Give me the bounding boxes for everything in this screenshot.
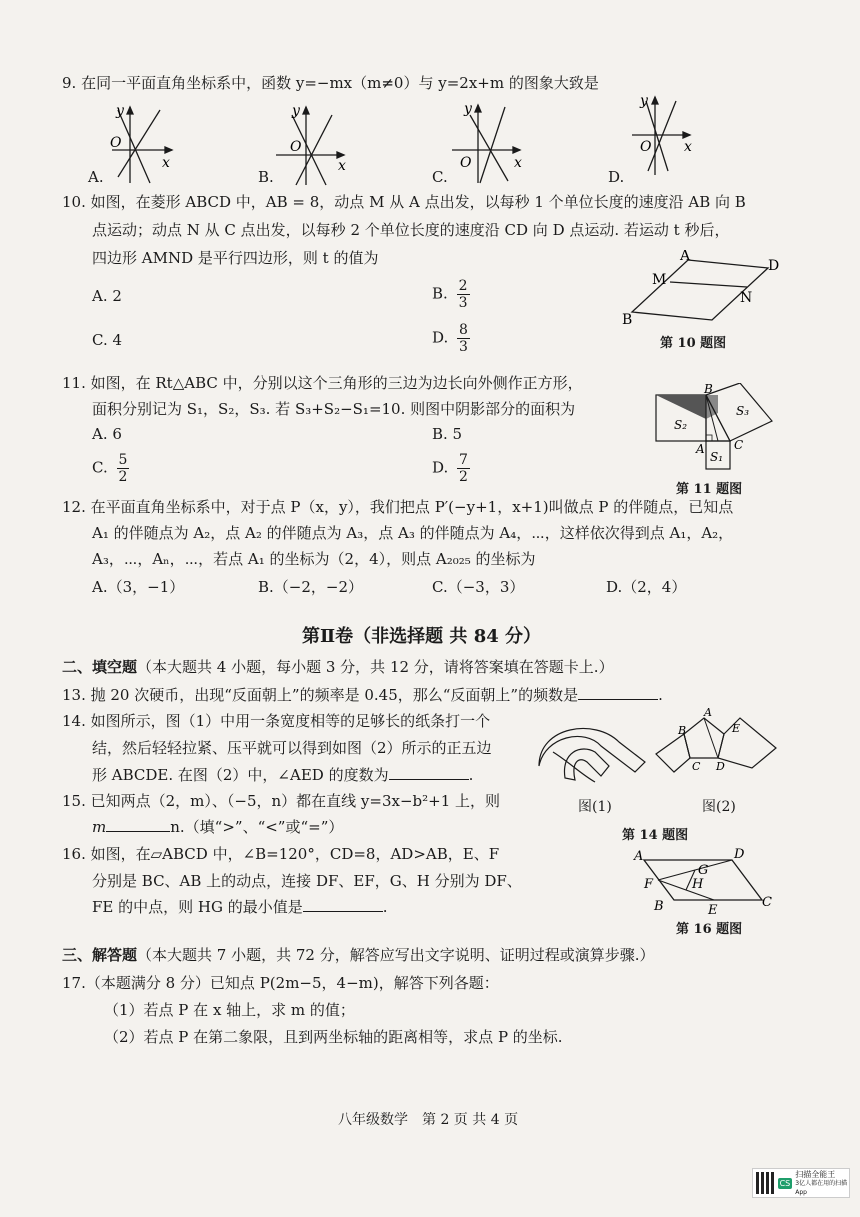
- q14-line3-text: 形 ABCDE. 在图（2）中，∠AED 的度数为: [92, 766, 389, 784]
- q10-label-a: A: [680, 250, 691, 264]
- q10-opt-b-num: 2: [458, 278, 468, 294]
- q16-line2: 分别是 BC、AB 上的动点，连接 DF、EF，G、H 分别为 DF、: [92, 872, 522, 890]
- q16-line3: [92, 896, 388, 918]
- q10-opt-b: [432, 278, 470, 311]
- q16-line3-text: FE 的中点，则 HG 的最小值是: [92, 898, 303, 916]
- q14-label-e: E: [732, 722, 741, 735]
- q16-label-a: A: [634, 849, 644, 864]
- graph-b-x: x: [338, 158, 346, 174]
- q10-opt-d-prefix: D.: [432, 328, 449, 347]
- solve-section-head: [62, 944, 655, 965]
- q11-line1: 11. 如图，在 Rt△ABC 中，分别以这个三角形的三边为边长向外侧作正方形，: [62, 374, 583, 392]
- q10-opt-d-frac: [457, 322, 470, 355]
- q13-blank: [578, 685, 658, 700]
- page-footer: 八年级数学 第 2 页 共 4 页: [338, 1112, 519, 1128]
- q17-line1: 17.（本题满分 8 分）已知点 P(2m−5，4−m)，解答下列各题：: [62, 974, 499, 992]
- q11-opt-d-den: 2: [459, 469, 468, 485]
- q10-opt-d: [432, 322, 470, 355]
- q9-text: 9. 在同一平面直角坐标系中，函数 y=−mx（m≠0）与 y=2x+m 的图象大致是: [62, 74, 599, 92]
- q16-label-b: B: [654, 899, 664, 914]
- solve-note: （本大题共 7 小题，共 72 分，解答应写出文字说明、证明过程或演算步骤.）: [137, 946, 655, 964]
- q10-opt-a: A. 2: [92, 287, 122, 305]
- q16-label-c: C: [762, 895, 772, 910]
- graph-a-x: x: [162, 155, 170, 171]
- q10-label-d: D: [768, 258, 780, 274]
- q12-line1: 12. 在平面直角坐标系中，对于点 P（x，y），我们把点 P′(−y+1，x+1)叫做点 P 的伴随点，已知点: [62, 498, 734, 516]
- fill-head: 二、填空题: [62, 658, 138, 676]
- q10-line3: 四边形 AMND 是平行四边形，则 t 的值为: [92, 249, 379, 267]
- q17-line3: （2）若点 P 在第二象限，且到两坐标轴的距离相等，求点 P 的坐标.: [104, 1028, 563, 1046]
- q10-label-n: N: [740, 290, 753, 306]
- q11-opt-b: B. 5: [432, 425, 463, 443]
- graph-d-x: x: [684, 139, 692, 155]
- graph-a-o: O: [110, 135, 122, 151]
- graph-c-y: y: [464, 101, 472, 117]
- scanner-watermark: [752, 1168, 850, 1198]
- q10-label-b: B: [622, 312, 633, 328]
- q11-opt-d: [432, 452, 470, 485]
- q14-label-c: C: [692, 760, 701, 773]
- graph-d-y: y: [640, 95, 648, 109]
- q13-text: 13. 抛 20 次硬币，出现“反面朝上”的频率是 0.45，那么“反面朝上”的频数是: [62, 686, 579, 704]
- q12-opt-d: D.（2，4）: [606, 578, 687, 596]
- cs-badge: CS: [779, 1178, 791, 1188]
- graph-b: [276, 107, 344, 185]
- q16-figure: [628, 846, 778, 918]
- q10-opt-b-den: 3: [458, 295, 468, 311]
- q11-opt-d-num: 7: [459, 452, 468, 468]
- q12-opt-a: A.（3，−1）: [92, 578, 185, 596]
- q14-label-d: D: [716, 760, 725, 773]
- graph-c-o: O: [460, 155, 472, 171]
- q11-label-s2: S₂: [674, 418, 688, 432]
- q13-line: [62, 684, 663, 706]
- q14-line2: 结，然后轻轻拉紧、压平就可以得到如图（2）所示的正五边: [92, 739, 492, 757]
- q16-label-e: E: [708, 903, 718, 918]
- q9-opt-a: A.: [88, 168, 104, 186]
- q16-label-h: H: [692, 877, 704, 892]
- q16-label-g: G: [698, 863, 709, 878]
- q14-figure-2: [652, 708, 782, 788]
- solve-head: 三、解答题: [62, 946, 138, 964]
- q11-line2: 面积分别记为 S₁，S₂，S₃. 若 S₃+S₂−S₁=10. 则图中阴影部分的面积为: [92, 400, 576, 418]
- graph-c-x: x: [514, 155, 522, 171]
- q11-opt-c-num: 5: [118, 452, 128, 468]
- q11-opt-c-frac: [117, 452, 130, 485]
- q11-label-c: C: [734, 438, 744, 452]
- q14-label-a: A: [704, 708, 712, 719]
- q10-label-m: M: [652, 272, 667, 288]
- q9-opt-d: D.: [608, 168, 625, 186]
- q14-line1: 14. 如图所示，图（1）中用一条宽度相等的足够长的纸条打一个: [62, 712, 491, 730]
- q10-opt-b-prefix: B.: [432, 284, 448, 303]
- fill-note: （本大题共 4 小题，每小题 3 分，共 12 分，请将答案填在答题卡上.）: [137, 658, 614, 676]
- q11-opt-c-den: 2: [118, 469, 128, 485]
- q11-opt-c: [92, 452, 129, 485]
- qr-code-icon: [756, 1172, 775, 1194]
- q10-opt-b-frac: [457, 278, 470, 311]
- q11-label-b: B: [704, 383, 713, 396]
- q15-m: m: [92, 818, 107, 836]
- q11-label-a: A: [696, 442, 705, 456]
- q14-line3: [92, 764, 473, 786]
- q16-caption: 第 16 题图: [676, 922, 743, 937]
- q15-blank: [106, 817, 170, 832]
- q17-line2: （1）若点 P 在 x 轴上，求 m 的值；: [104, 1001, 355, 1019]
- q14-figure-1: [535, 722, 655, 792]
- q10-opt-d-num: 8: [459, 322, 468, 338]
- q12-opt-b: B.（−2，−2）: [258, 578, 364, 596]
- q11-label-s1: S₁: [710, 450, 724, 464]
- q16-label-f: F: [644, 877, 654, 892]
- graph-c: [452, 105, 520, 183]
- q10-opt-c: C. 4: [92, 331, 123, 349]
- graph-a-y: y: [116, 103, 124, 119]
- q11-opt-c-prefix: C.: [92, 458, 108, 477]
- q9-opt-b: B.: [258, 168, 274, 186]
- graph-b-o: O: [290, 139, 302, 155]
- q13-end: .: [658, 686, 663, 704]
- q11-opt-a: A. 6: [92, 425, 122, 443]
- q14-label-b: B: [678, 724, 687, 737]
- q10-figure: [620, 250, 820, 330]
- q10-line1: 10. 如图，在菱形 ABCD 中，AB = 8，动点 M 从 A 点出发，以每秒 1 个单位长度的速度沿 AB 向 B: [62, 193, 746, 211]
- scanner-text: [795, 1170, 849, 1197]
- q10-opt-d-den: 3: [459, 339, 468, 355]
- q15-line2: [92, 816, 343, 838]
- q14-caption: 第 14 题图: [622, 828, 689, 843]
- q14-fig1-label: 图(1): [578, 799, 612, 815]
- q11-caption: 第 11 题图: [676, 482, 743, 497]
- q9-graphs: [0, 95, 860, 195]
- q14-fig2-label: 图(2): [702, 799, 736, 815]
- part2-title: 第Ⅱ卷（非选择题 共 84 分）: [302, 626, 542, 647]
- q16-label-d: D: [734, 847, 745, 862]
- q15-line1: 15. 已知两点（2，m）、（−5，n）都在直线 y=3x−b²+1 上，则: [62, 792, 501, 810]
- q11-opt-d-frac: [457, 452, 470, 485]
- q12-opt-c: C.（−3，3）: [432, 578, 525, 596]
- q11-label-s3: S₃: [736, 404, 750, 418]
- fill-section-head: [62, 656, 614, 677]
- q14-blank: [389, 765, 469, 780]
- scanner-tagline: 3亿人都在用的扫描App: [795, 1179, 848, 1196]
- q16-blank: [303, 897, 383, 912]
- graph-d-o: O: [640, 139, 652, 155]
- q16-end: .: [382, 898, 388, 916]
- q10-line2: 点运动；动点 N 从 C 点出发，以每秒 2 个单位长度的速度沿 CD 向 D 点运动. 若运动 t 秒后，: [92, 221, 730, 239]
- q11-figure: [652, 383, 792, 483]
- q10-caption: 第 10 题图: [660, 336, 727, 351]
- scanner-name: 扫描全能王: [795, 1169, 836, 1179]
- q15-post: n.（填“>”、“<”或“=”）: [170, 818, 344, 836]
- q9-opt-c: C.: [432, 168, 448, 186]
- q14-end: .: [468, 766, 474, 784]
- q11-opt-d-prefix: D.: [432, 458, 449, 477]
- q12-line3: A₃，⋯，Aₙ，⋯，若点 A₁ 的坐标为（2，4），则点 A₂₀₂₅ 的坐标为: [92, 550, 536, 568]
- graph-b-y: y: [292, 103, 300, 119]
- q16-line1: 16. 如图，在▱ABCD 中，∠B=120°，CD=8，AD>AB，E、F: [62, 845, 500, 863]
- q12-line2: A₁ 的伴随点为 A₂，点 A₂ 的伴随点为 A₃，点 A₃ 的伴随点为 A₄，⋯，这样依次得到点 A₁，A₂，: [92, 524, 734, 542]
